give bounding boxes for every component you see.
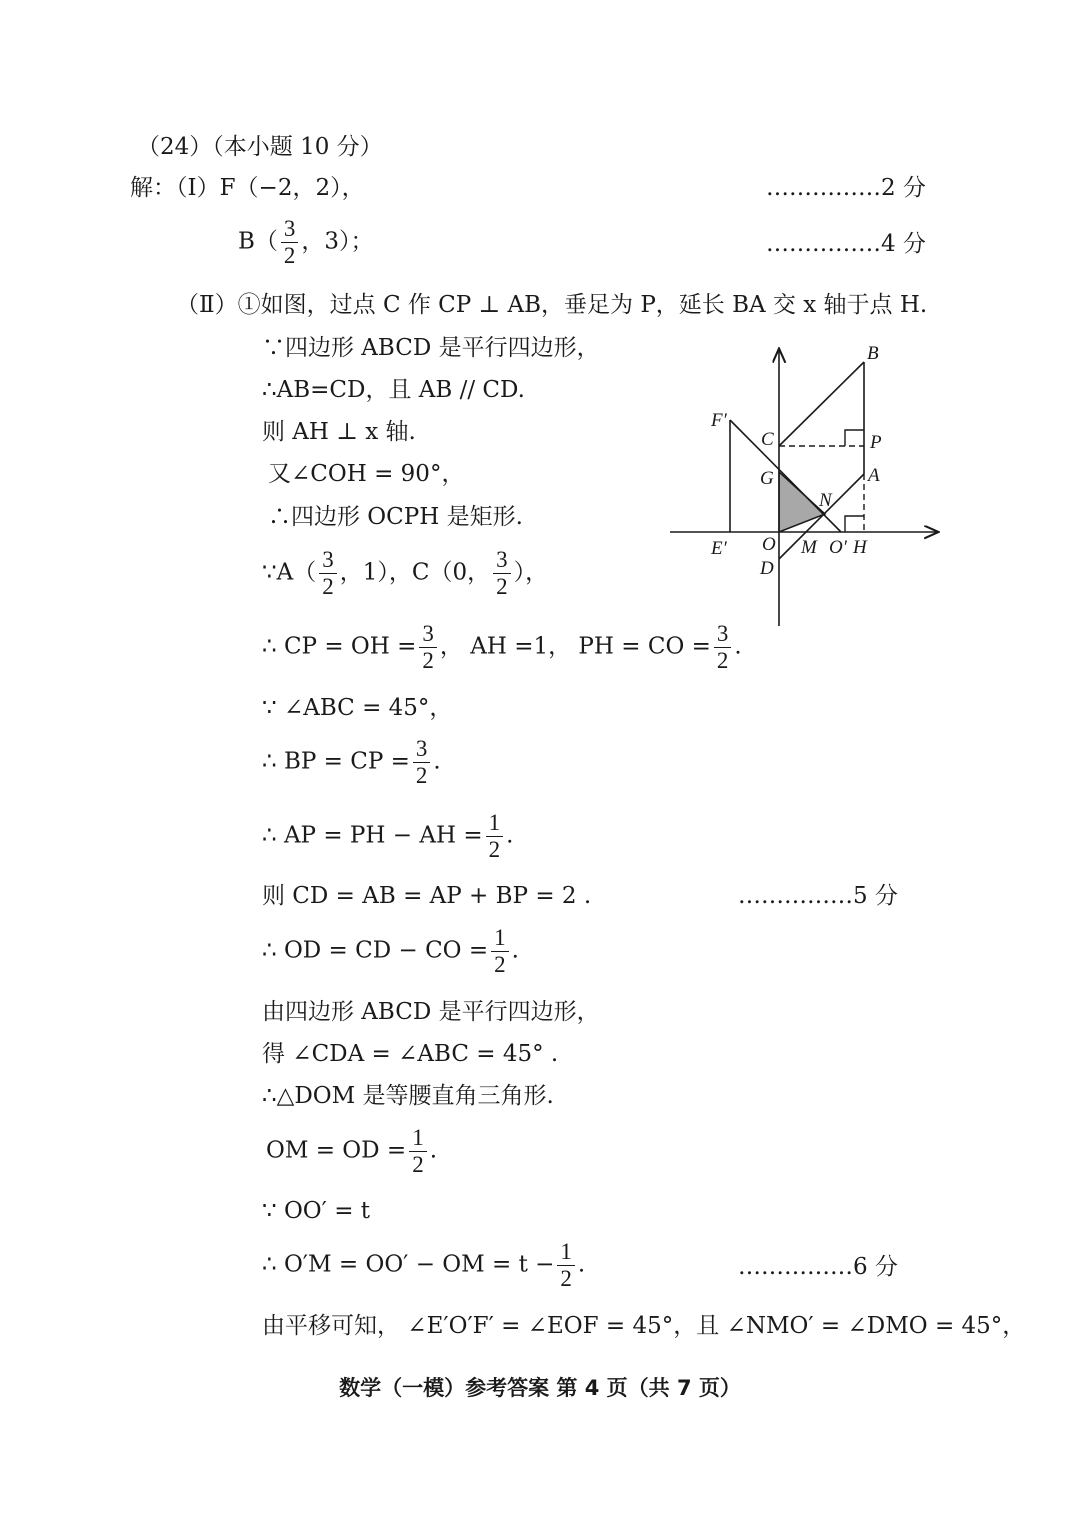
line-3: 则 AH ⊥ x 轴. [262, 419, 416, 445]
label-n: N [819, 490, 832, 511]
part1-f-line: 解：（Ⅰ）F（−2，2）， [130, 175, 365, 201]
line-17: ∵ OO′ = t [262, 1198, 371, 1224]
line-11: 则 CD = AB = AP + BP = 2 . [262, 883, 592, 909]
score-5: ……………5 分 [738, 883, 898, 909]
part1-b-line: B（ $\frac{3}{2}$ ，3）； [238, 216, 374, 268]
line-14: 得 ∠CDA = ∠ABC = 45° . [262, 1041, 559, 1067]
score-4: ……………4 分 [766, 231, 926, 257]
score-2: ……………2 分 [766, 175, 926, 201]
label-e-prime: E′ [711, 538, 727, 559]
line-18: ∴ O′M = OO′ − OM = t − $\frac{1}{2}$ . [262, 1239, 586, 1291]
label-c: C [761, 429, 774, 450]
line-1: ∵四边形 ABCD 是平行四边形， [262, 335, 600, 361]
line-19: 由平移可知， ∠E′O′F′ = ∠EOF = 45°，且 ∠NMO′ = ∠DMO = 45°， [262, 1313, 1026, 1339]
label-o-prime: O′ [829, 537, 847, 558]
geometry-figure [665, 340, 945, 632]
label-b: B [867, 343, 879, 364]
label-h: H [853, 537, 867, 558]
line-9: ∴ BP = CP = $\frac{3}{2}$ . [262, 736, 441, 788]
line-5: ∴四边形 OCPH 是矩形. [268, 504, 523, 530]
line-8: ∵ ∠ABC = 45°， [262, 695, 453, 721]
line-12: ∴ OD = CD − CO = $\frac{1}{2}$ . [262, 925, 519, 977]
line-10: ∴ AP = PH − AH = $\frac{1}{2}$ . [262, 810, 514, 862]
part2-intro: （Ⅱ）①如图，过点 C 作 CP ⊥ AB，垂足为 P，延长 BA 交 x 轴于点 H. [176, 292, 928, 318]
line-7: ∴ CP = OH = $\frac{3}{2}$ ， AH =1， PH = CO = $\frac{3}{2}$ . [262, 621, 742, 673]
line-4: 又∠COH = 90°， [268, 461, 465, 487]
line-15: ∴△DOM 是等腰直角三角形. [262, 1083, 554, 1109]
label-m: M [801, 537, 817, 558]
line-6: ∵A（ $\frac{3}{2}$ ，1），C（0， $\frac{3}{2}$ ）， [262, 547, 549, 599]
label-a: A [868, 465, 880, 486]
score-6: ……………6 分 [738, 1254, 898, 1280]
label-f-prime: F′ [711, 410, 727, 431]
line-13: 由四边形 ABCD 是平行四边形， [262, 999, 600, 1025]
line-16: OM = OD = $\frac{1}{2}$ . [266, 1125, 437, 1177]
line-2: ∴AB=CD，且 AB // CD. [262, 377, 525, 403]
label-o: O [762, 534, 776, 555]
label-p: P [870, 432, 882, 453]
page-footer: 数学（一模）参考答案 第 4 页（共 7 页） [339, 1376, 741, 1400]
label-g: G [760, 468, 774, 489]
problem-header: （24）（本小题 10 分） [137, 134, 383, 160]
label-d: D [760, 558, 774, 579]
